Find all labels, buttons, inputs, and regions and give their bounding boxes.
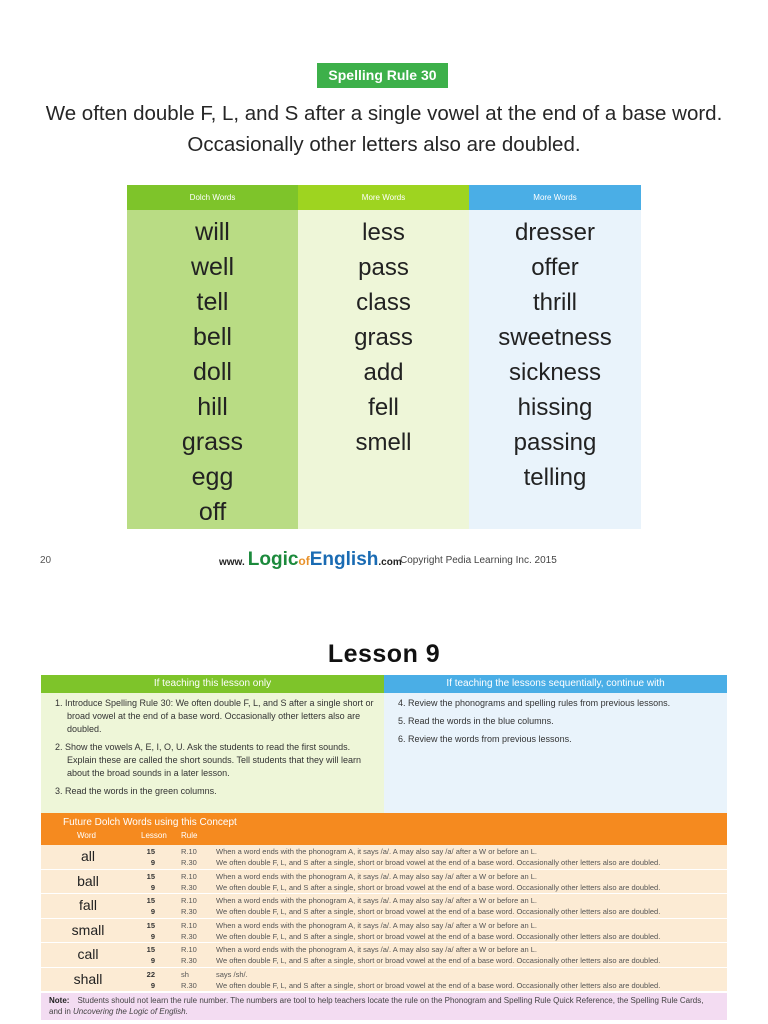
word-item: less (362, 219, 405, 246)
teach-sequential-steps (384, 693, 727, 813)
word-item: dresser (514, 219, 596, 246)
column-header-lesson: Lesson (141, 831, 167, 840)
step-item: 4. Review the phonograms and spelling rules from previous lessons. (398, 698, 671, 708)
brand-of: of (298, 554, 310, 568)
rule-line-1: We often double F, L, and S after a single vowel at the end of a base word. (45, 102, 723, 125)
note-text: Students should not learn the rule number. The numbers are tool to help teachers locate the rule on the Phonogram and Spelling Rule Quick Reference, the Spelling Rule Cards, and in (49, 996, 704, 1016)
word-item: fell (368, 394, 399, 421)
row-lesson: 22 (146, 969, 155, 979)
column-header-word: Word (77, 831, 96, 840)
future-dolch-title: Future Dolch Words using this Concept (63, 817, 237, 828)
word-item: thrill (532, 289, 577, 316)
more-words-column-green (298, 185, 469, 529)
row-rule-description: We often double F, L, and S after a single, short or broad vowel at the end of a base word. Occasionally other letters also are doubled. (216, 907, 661, 916)
word-item: hissing (517, 394, 593, 421)
row-rule: R.10 (181, 945, 197, 954)
future-dolch-rows (41, 845, 727, 992)
word-item: class (356, 289, 411, 316)
brand-logo[interactable] (219, 549, 402, 573)
row-rule-description: When a word ends with the phonogram A, it says /a/. A may also say /a/ after a W or before an L. (216, 945, 537, 954)
row-rule: R.30 (181, 858, 197, 867)
step-item: 5. Read the words in the blue columns. (398, 716, 554, 726)
row-rule-description: We often double F, L, and S after a single, short or broad vowel at the end of a base word. Occasionally other letters also are doubled. (216, 956, 661, 965)
step-item: 3. Read the words in the green columns. (55, 786, 217, 796)
row-rule-description: We often double F, L, and S after a single, short or broad vowel at the end of a base word. Occasionally other letters also are doubled. (216, 980, 661, 990)
word-item: will (195, 218, 230, 246)
row-rule: R.30 (181, 980, 197, 990)
row-rule-description: When a word ends with the phonogram A, it says /a/. A may also say /a/ after a W or before an L. (216, 847, 537, 856)
row-lesson: 15 (146, 920, 155, 930)
word-item: well (190, 253, 235, 281)
row-lesson: 15 (146, 945, 155, 954)
row-rule: R.30 (181, 882, 197, 892)
row-word: shall (73, 970, 103, 987)
column-header-rule: Rule (181, 831, 198, 840)
row-rule-description: We often double F, L, and S after a single, short or broad vowel at the end of a base word. Occasionally other letters also are doubled. (216, 931, 661, 941)
note-book-title: Uncovering the Logic of English (73, 1007, 186, 1016)
row-lesson: 9 (150, 956, 155, 965)
step-item: 6. Review the words from previous lessons. (398, 734, 572, 744)
word-item: sickness (508, 359, 602, 386)
teach-sequential-header: If teaching the lessons sequentially, continue with (384, 675, 727, 693)
brand-logic: Logic (247, 549, 299, 570)
column-header: More Words (469, 185, 641, 210)
row-lesson: 9 (150, 858, 155, 867)
row-rule: R.10 (181, 871, 197, 881)
word-item: egg (191, 463, 234, 491)
note (41, 993, 727, 1020)
row-word: ball (77, 872, 99, 889)
column-header: More Words (298, 185, 469, 210)
row-lesson: 15 (146, 871, 155, 881)
brand-english: English (309, 549, 379, 570)
table-row (41, 845, 727, 870)
row-rule-description: says /sh/. (216, 969, 248, 979)
table-row (41, 894, 727, 919)
note-end: . (185, 1007, 188, 1016)
row-rule-description: We often double F, L, and S after a single, short or broad vowel at the end of a base word. Occasionally other letters also are doubled. (216, 858, 661, 867)
page-number: 20 (40, 555, 52, 566)
row-lesson: 9 (150, 907, 155, 916)
brand-prefix: www. (219, 557, 245, 568)
row-rule: sh (181, 969, 189, 979)
column-words (469, 210, 641, 529)
copyright: Copyright Pedia Learning Inc. 2015 (400, 555, 557, 566)
row-rule: R.10 (181, 896, 197, 905)
word-item: passing (513, 429, 597, 456)
table-row (41, 919, 727, 944)
column-words (127, 210, 298, 529)
word-item: doll (193, 358, 232, 386)
row-word: all (80, 848, 95, 864)
row-lesson: 15 (146, 847, 155, 856)
row-rule: R.30 (181, 956, 197, 965)
row-lesson: 9 (150, 882, 155, 892)
word-item: add (363, 359, 404, 386)
row-rule: R.10 (181, 920, 197, 930)
word-item: pass (358, 254, 409, 281)
brand-suffix: .com (378, 557, 402, 568)
row-word: call (77, 946, 99, 962)
word-item: bell (193, 323, 232, 351)
row-rule-description: When a word ends with the phonogram A, it says /a/. A may also say /a/ after a W or before an L. (216, 896, 537, 905)
row-word: small (71, 921, 105, 938)
future-dolch-header (41, 813, 727, 845)
teach-only-steps (41, 693, 384, 813)
word-item: grass (354, 324, 413, 351)
row-rule-description: We often double F, L, and S after a single, short or broad vowel at the end of a base word. Occasionally other letters also are doubled. (216, 882, 661, 892)
rule-line-2: Occasionally other letters also are doubled. (187, 133, 581, 156)
row-rule: R.30 (181, 931, 197, 941)
row-word: fall (79, 897, 97, 913)
step-item: 2. Show the vowels A, E, I, O, U. Ask the students to read the first sounds. Explain these are called the short sounds. Tell students that they will learn about the broad sounds in a later lesson. (55, 742, 362, 778)
spelling-rule-badge: Spelling Rule 30 (317, 63, 448, 88)
word-item: offer (531, 254, 579, 281)
table-row (41, 870, 727, 895)
word-item: grass (181, 428, 244, 456)
note-label: Note: (49, 996, 70, 1005)
word-table (127, 185, 641, 529)
dolch-words-column (127, 185, 298, 529)
row-lesson: 9 (150, 980, 155, 990)
word-item: hill (197, 393, 228, 421)
step-item: 1. Introduce Spelling Rule 30: We often double F, L, and S after a single short or broad vowel at the end of a base word. Occasionally other letters also are doubled. (55, 698, 374, 734)
row-rule: R.30 (181, 907, 197, 916)
column-header: Dolch Words (127, 185, 298, 210)
row-lesson: 9 (150, 931, 155, 941)
row-lesson: 15 (146, 896, 155, 905)
word-item: smell (355, 429, 412, 456)
word-item: telling (523, 464, 587, 491)
word-item: tell (196, 288, 229, 316)
table-row (41, 943, 727, 968)
table-row (41, 968, 727, 993)
row-rule-description: When a word ends with the phonogram A, it says /a/. A may also say /a/ after a W or before an L. (216, 920, 537, 930)
row-rule-description: When a word ends with the phonogram A, it says /a/. A may also say /a/ after a W or before an L. (216, 871, 537, 881)
word-item: off (198, 498, 227, 526)
teach-only-header: If teaching this lesson only (41, 675, 384, 693)
more-words-column-blue (469, 185, 641, 529)
rule-statement (20, 98, 748, 160)
word-item: sweetness (498, 324, 612, 351)
lesson-title: Lesson 9 (327, 640, 441, 668)
row-rule: R.10 (181, 847, 197, 856)
column-words (298, 210, 469, 529)
